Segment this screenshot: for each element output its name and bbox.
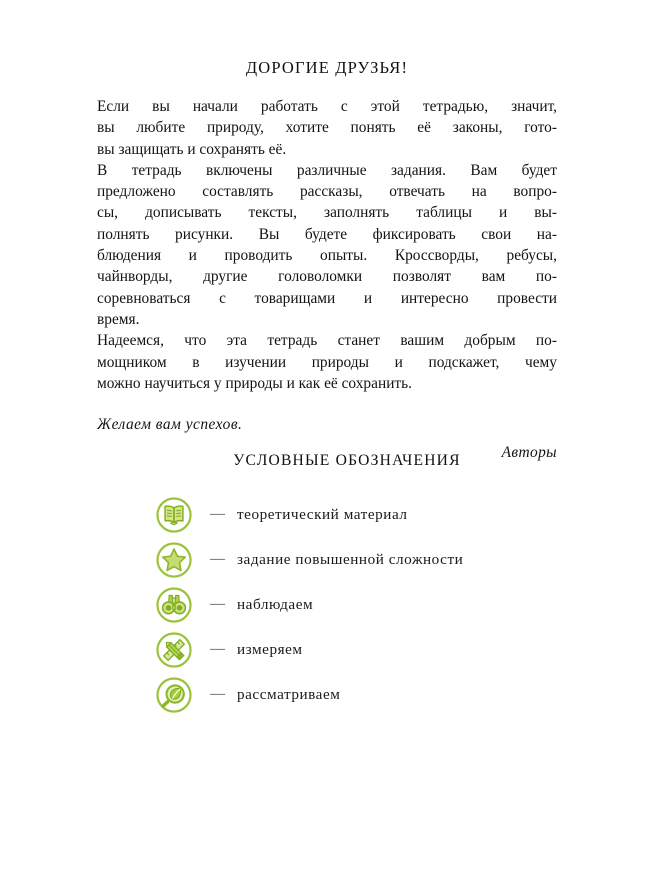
legend-item-label: измеряем <box>237 640 303 658</box>
legend-dash: — <box>210 551 225 567</box>
legend-section <box>97 452 567 717</box>
legend-item-label: теоретический материал <box>237 505 408 523</box>
legend-item-label: задание повышенной сложности <box>237 550 464 568</box>
wish-line: Желаем вам успехов. <box>97 416 243 434</box>
legend-item-label: наблюдаем <box>237 595 314 613</box>
page-title: ДОРОГИЕ ДРУЗЬЯ! <box>245 58 409 77</box>
text-line: предложено составлять рассказы, отвечать на вопро- <box>97 183 557 201</box>
text-line: блюдения и проводить опыты. Кроссворды, ребусы, <box>97 247 557 265</box>
legend-item-measure <box>97 627 567 672</box>
text-line: можно научиться у природы и как её сохранить. <box>97 374 413 392</box>
legend-title: УСЛОВНЫЕ ОБОЗНАЧЕНИЯ <box>233 452 461 469</box>
pencil-ruler-icon <box>155 631 193 669</box>
legend-dash: — <box>210 596 225 612</box>
text-line: В тетрадь включены различные задания. Вам будет <box>97 161 557 179</box>
text-line: чайнворды, другие головоломки позволят вам по- <box>97 268 557 286</box>
legend-item-examine <box>97 672 567 717</box>
intro-paragraph-3 <box>97 330 557 394</box>
text-line: сы, дописывать тексты, заполнять таблицы и вы- <box>97 204 557 222</box>
intro-paragraph-1 <box>97 96 557 160</box>
text-line: время. <box>97 310 140 328</box>
legend-dash: — <box>210 686 225 702</box>
open-book-icon <box>155 496 193 534</box>
greeting-section <box>97 58 557 462</box>
authors-signature: Авторы <box>501 444 557 462</box>
text-line: Надеемся, что эта тетрадь станет вашим добрым по- <box>97 332 557 350</box>
text-line: полнять рисунки. Вы будете фиксировать свои на- <box>97 225 557 243</box>
legend-list <box>97 492 567 717</box>
legend-item-theory <box>97 492 567 537</box>
legend-item-advanced-task <box>97 537 567 582</box>
binoculars-icon <box>155 586 193 624</box>
legend-dash: — <box>210 641 225 657</box>
text-line: мощником в изучении природы и подскажет, чему <box>97 353 557 371</box>
magnifier-leaf-icon <box>155 676 193 714</box>
legend-item-label: рассматриваем <box>237 685 341 703</box>
intro-paragraph-2 <box>97 160 557 330</box>
text-line: вы защищать и сохранять её. <box>97 140 287 158</box>
legend-item-observe <box>97 582 567 627</box>
legend-dash: — <box>210 506 225 522</box>
star-icon <box>155 541 193 579</box>
text-line: соревноваться с товарищами и интересно провести <box>97 289 557 307</box>
text-line: Если вы начали работать с этой тетрадью, значит, <box>97 98 557 115</box>
text-line: вы любите природу, хотите понять её законы, гото- <box>97 119 557 137</box>
